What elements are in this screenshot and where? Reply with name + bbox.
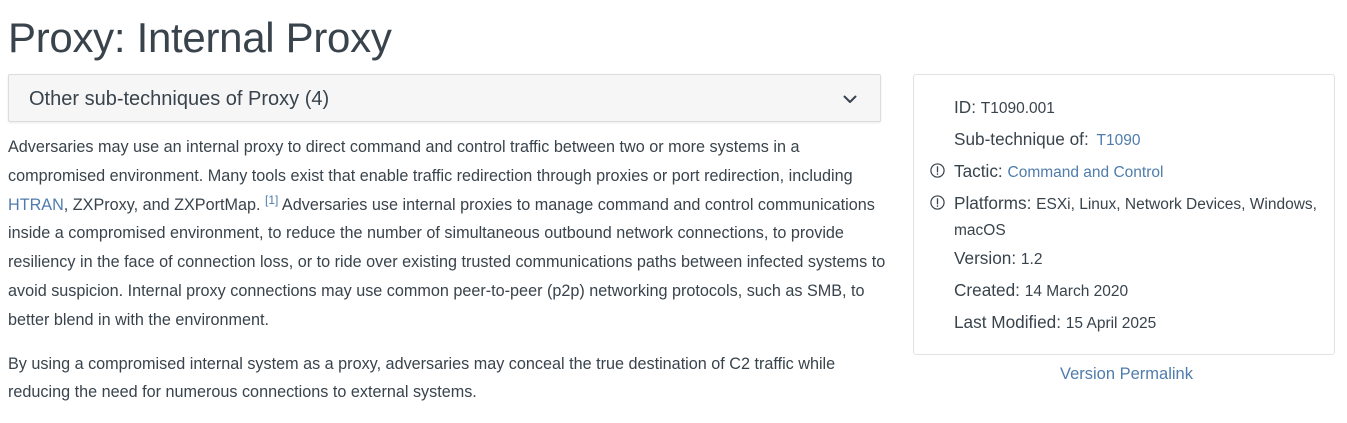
sub-of-label: Sub-technique of: — [954, 129, 1089, 149]
tactic-label: Tactic: — [954, 161, 1003, 181]
htran-link[interactable]: HTRAN — [8, 195, 64, 214]
description-text: Adversaries may use an internal proxy to direct command and control traffic between two or more systems in a compromised environment. Many tools exist that enable traffic redirection through proxies or port redirection, including — [8, 138, 853, 185]
tactic-link[interactable]: Command and Control — [1007, 164, 1164, 181]
card-row-created — [954, 278, 1324, 304]
platforms-label: Platforms: — [954, 193, 1032, 213]
modified-value: 15 April 2025 — [1065, 315, 1157, 332]
description-text: Adversaries use internal proxies to manage command and control communications inside a compromised environment, to reduce the number of simultaneous outbound network connections, to provide resiliency in the face of connection loss, or to ride over existing trusted communications paths between infected systems to avoid suspicion. Internal proxy connections may use common peer-to-peer (p2p) networking protocols, such as SMB, to better blend in with the environment. — [8, 195, 886, 329]
page-title: Proxy: Internal Proxy — [8, 14, 392, 61]
platforms-value: ESXi, Linux, Network Devices, Windows, macOS — [954, 196, 1317, 239]
parent-technique-link[interactable]: T1090 — [1096, 132, 1141, 149]
modified-label: Last Modified: — [954, 312, 1062, 332]
id-value: T1090.001 — [980, 100, 1055, 117]
card-row-subtechnique-of — [954, 127, 1324, 153]
card-row-tactic — [954, 159, 1324, 185]
info-icon[interactable] — [930, 195, 945, 210]
version-permalink-link[interactable]: Version Permalink — [1060, 365, 1193, 383]
subtechniques-label: Other sub-techniques of Proxy (4) — [29, 88, 330, 110]
card-row-last-modified — [954, 310, 1324, 336]
technique-description — [8, 133, 890, 422]
created-label: Created: — [954, 280, 1020, 300]
card-row-version — [954, 246, 1324, 272]
reference-link[interactable]: [1] — [264, 192, 279, 207]
technique-info-card — [913, 74, 1335, 355]
description-paragraph-1 — [8, 133, 890, 335]
card-row-id — [954, 95, 1324, 121]
id-label: ID: — [954, 97, 976, 117]
card-row-platforms — [954, 191, 1324, 243]
description-paragraph-2: By using a compromised internal system as a proxy, adversaries may conceal the true destination of C2 traffic while reducing the need for numerous connections to external systems. — [8, 354, 836, 402]
version-label: Version: — [954, 248, 1017, 268]
description-text: , ZXProxy, and ZXPortMap. — [63, 195, 265, 214]
info-icon[interactable] — [930, 163, 945, 178]
subtechniques-dropdown[interactable] — [8, 74, 881, 122]
created-value: 14 March 2020 — [1024, 283, 1129, 300]
version-value: 1.2 — [1020, 251, 1043, 268]
chevron-down-icon — [842, 91, 858, 107]
